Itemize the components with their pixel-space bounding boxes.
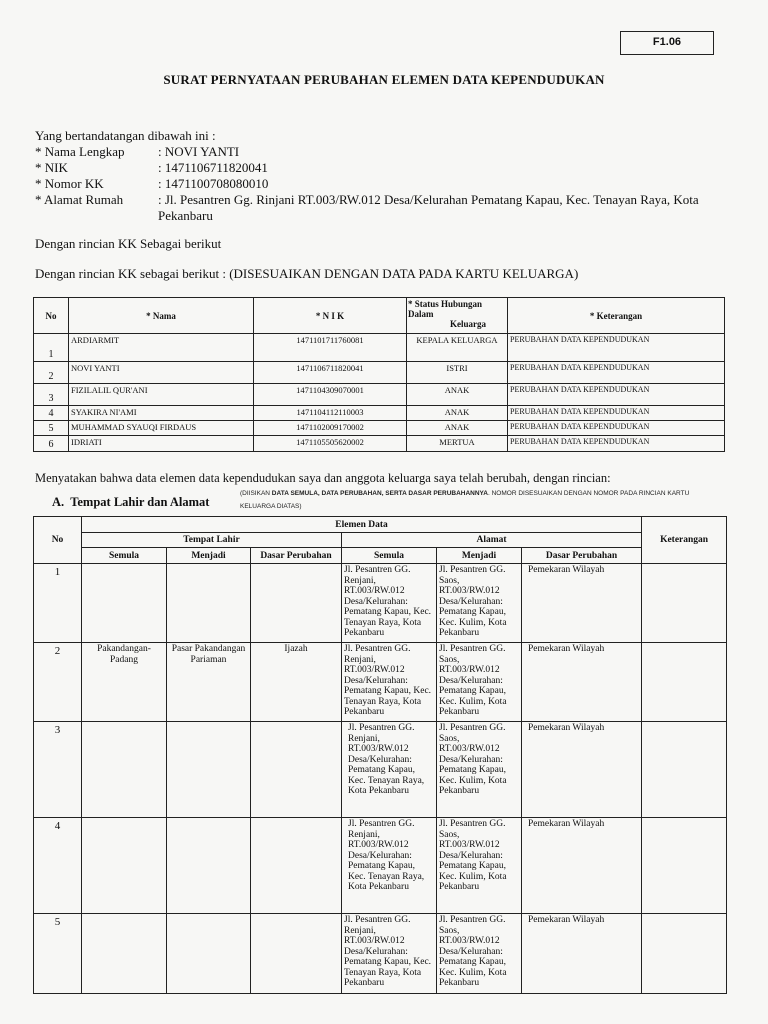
table-row <box>34 564 727 643</box>
cell-no: 4 <box>34 818 82 914</box>
table-row <box>34 818 727 914</box>
cell-al-menjadi: Jl. Pesantren GG. Saos, RT.003/RW.012 Desa/Kelurahan: Pematang Kapau, Kec. Kulim, Kota Pekanbaru <box>437 818 522 914</box>
table-row <box>34 334 725 362</box>
field-label: * Alamat Rumah <box>35 192 124 207</box>
field-value: : Jl. Pesantren Gg. Rinjani RT.003/RW.012 Desa/Kelurahan Pematang Kapau, Kec. Tenayan Raya, Kota Pekanbaru <box>158 192 699 223</box>
cell-status: ANAK <box>407 421 508 436</box>
field-value: : NOVI YANTI <box>158 144 240 159</box>
cell-al-menjadi: Jl. Pesantren GG. Saos, RT.003/RW.012 Desa/Kelurahan: Pematang Kapau, Kec. Kulim, Kota Pekanbaru <box>437 722 522 818</box>
col-header-tl-menjadi: Menjadi <box>167 548 251 564</box>
cell-nama: IDRIATI <box>69 436 254 452</box>
field-nomor-kk <box>35 176 728 192</box>
signatory-block <box>35 128 728 224</box>
form-code-box: F1.06 <box>620 31 714 55</box>
cell-tl-dasar <box>251 818 342 914</box>
statement-paragraph: Menyatakan bahwa data elemen data kependudukan saya dan anggota keluarga saya telah berubah, dengan rincian: <box>35 471 611 485</box>
col-header-no: No <box>34 298 69 334</box>
cell-keterangan: PERUBAHAN DATA KEPENDUDUKAN <box>508 421 725 436</box>
table-row <box>34 722 727 818</box>
cell-tl-dasar <box>251 564 342 643</box>
col-header-no: No <box>34 517 82 564</box>
cell-no: 3 <box>34 722 82 818</box>
intro-opening: Yang bertandatangan dibawah ini : <box>35 128 216 143</box>
cell-keterangan: PERUBAHAN DATA KEPENDUDUKAN <box>508 436 725 452</box>
cell-status: KEPALA KELUARGA <box>407 334 508 362</box>
cell-al-semula: Jl. Pesantren GG. Renjani, RT.003/RW.012 Desa/Kelurahan: Pematang Kapau, Kec. Tenayan Raya, Kota Pekanbaru <box>342 914 437 994</box>
cell-keterangan: PERUBAHAN DATA KEPENDUDUKAN <box>508 384 725 406</box>
field-label: * Nama Lengkap <box>35 144 125 159</box>
cell-keterangan: PERUBAHAN DATA KEPENDUDUKAN <box>508 406 725 421</box>
document-title: SURAT PERNYATAAN PERUBAHAN ELEMEN DATA KEPENDUDUKAN <box>163 72 605 87</box>
cell-keterangan <box>642 914 727 994</box>
field-value: : 1471106711820041 <box>158 160 268 175</box>
cell-nik: 1471101711760081 <box>254 334 407 362</box>
cell-tl-menjadi <box>167 914 251 994</box>
cell-status: MERTUA <box>407 436 508 452</box>
table-subheader-row <box>34 548 727 564</box>
cell-tl-dasar <box>251 722 342 818</box>
cell-tl-menjadi <box>167 722 251 818</box>
table-row <box>34 914 727 994</box>
table-header-row <box>34 517 727 533</box>
cell-tl-menjadi <box>167 818 251 914</box>
cell-nama: SYAKIRA NI'AMI <box>69 406 254 421</box>
cell-tl-menjadi <box>167 564 251 643</box>
cell-tl-dasar <box>251 914 342 994</box>
cell-al-dasar: Pemekaran Wilayah <box>522 722 642 818</box>
col-header-tl-semula: Semula <box>82 548 167 564</box>
col-header-elemen-data: Elemen Data <box>82 517 642 533</box>
note-suffix: . NOMOR DISESUAIKAN DENGAN NOMOR PADA RINCIAN KARTU KELUARGA DIATAS) <box>240 490 690 510</box>
cell-tl-menjadi: Pasar Pakandangan Pariaman <box>167 643 251 722</box>
cell-keterangan <box>642 564 727 643</box>
cell-no: 6 <box>34 436 69 452</box>
cell-al-semula: Jl. Pesantren GG. Renjani, RT.003/RW.012 Desa/Kelurahan: Pematang Kapau, Kec. Tenayan Raya, Kota Pekanbaru <box>342 564 437 643</box>
cell-keterangan: PERUBAHAN DATA KEPENDUDUKAN <box>508 334 725 362</box>
cell-keterangan: PERUBAHAN DATA KEPENDUDUKAN <box>508 362 725 384</box>
cell-status: ISTRI <box>407 362 508 384</box>
col-header-keterangan: * Keterangan <box>508 298 725 334</box>
table-subheader-row <box>34 533 727 548</box>
field-alamat-rumah <box>35 192 728 224</box>
cell-al-menjadi: Jl. Pesantren GG. Saos, RT.003/RW.012 Desa/Kelurahan: Pematang Kapau, Kec. Kulim, Kota Pekanbaru <box>437 564 522 643</box>
section-a-title: Tempat Lahir dan Alamat <box>70 495 210 509</box>
cell-tl-semula: Pakandangan-Padang <box>82 643 167 722</box>
cell-no: 3 <box>34 384 69 406</box>
cell-no: 5 <box>34 421 69 436</box>
status-header-line3: Keluarga <box>450 319 486 329</box>
cell-al-menjadi: Jl. Pesantren GG. Saos, RT.003/RW.012 Desa/Kelurahan: Pematang Kapau, Kec. Kulim, Kota Pekanbaru <box>437 914 522 994</box>
cell-nik: 1471106711820041 <box>254 362 407 384</box>
field-value: : 1471100708080010 <box>158 176 269 191</box>
section-a-label: A. <box>52 495 65 509</box>
table-row <box>34 421 725 436</box>
cell-tl-semula <box>82 722 167 818</box>
status-header-line2: Dalam <box>408 309 434 319</box>
family-members-table <box>33 297 725 452</box>
section-a-heading <box>52 495 209 510</box>
col-header-alamat: Alamat <box>342 533 642 548</box>
cell-keterangan <box>642 643 727 722</box>
field-label: * NIK <box>35 160 68 175</box>
col-header-tl-dasar: Dasar Perubahan <box>251 548 342 564</box>
table-row <box>34 643 727 722</box>
cell-al-dasar: Pemekaran Wilayah <box>522 643 642 722</box>
cell-al-dasar: Pemekaran Wilayah <box>522 818 642 914</box>
cell-no: 1 <box>34 564 82 643</box>
cell-al-dasar: Pemekaran Wilayah <box>522 914 642 994</box>
cell-tl-semula <box>82 564 167 643</box>
cell-status: ANAK <box>407 406 508 421</box>
col-header-nama: * Nama <box>69 298 254 334</box>
col-header-al-dasar: Dasar Perubahan <box>522 548 642 564</box>
col-header-al-menjadi: Menjadi <box>437 548 522 564</box>
cell-keterangan <box>642 818 727 914</box>
cell-no: 2 <box>34 643 82 722</box>
cell-tl-semula <box>82 818 167 914</box>
cell-nama: MUHAMMAD SYAUQI FIRDAUS <box>69 421 254 436</box>
cell-nama: NOVI YANTI <box>69 362 254 384</box>
cell-al-semula: Jl. Pesantren GG. Renjani, RT.003/RW.012 Desa/Kelurahan: Pematang Kapau, Kec. Tenayan Raya, Kota Pekanbaru <box>342 643 437 722</box>
table-row <box>34 362 725 384</box>
cell-al-semula: Jl. Pesantren GG. Renjani, RT.003/RW.012 Desa/Kelurahan: Pematang Kapau, Kec. Tenayan Raya, Kota Pekanbaru <box>342 722 437 818</box>
cell-tl-semula <box>82 914 167 994</box>
cell-nama: FIZILALIL QUR'ANI <box>69 384 254 406</box>
cell-no: 5 <box>34 914 82 994</box>
status-header-line1: * Status Hubungan <box>408 299 483 309</box>
cell-nama: ARDIARMIT <box>69 334 254 362</box>
col-header-nik: * N I K <box>254 298 407 334</box>
table-row <box>34 384 725 406</box>
kk-intro-paragraph-note: Dengan rincian KK sebagai berikut : (DISESUAIKAN DENGAN DATA PADA KARTU KELUARGA) <box>35 266 579 281</box>
cell-al-dasar: Pemekaran Wilayah <box>522 564 642 643</box>
col-header-tempat-lahir: Tempat Lahir <box>82 533 342 548</box>
field-label: * Nomor KK <box>35 176 104 191</box>
table-row <box>34 436 725 452</box>
section-a-instructions <box>240 487 720 513</box>
field-nama-lengkap <box>35 144 728 160</box>
field-nik <box>35 160 728 176</box>
cell-al-semula: Jl. Pesantren GG. Renjani, RT.003/RW.012 Desa/Kelurahan: Pematang Kapau, Kec. Tenayan Raya, Kota Pekanbaru <box>342 818 437 914</box>
cell-nik: 1471102009170002 <box>254 421 407 436</box>
cell-al-menjadi: Jl. Pesantren GG. Saos, RT.003/RW.012 Desa/Kelurahan: Pematang Kapau, Kec. Kulim, Kota Pekanbaru <box>437 643 522 722</box>
col-header-al-semula: Semula <box>342 548 437 564</box>
cell-no: 2 <box>34 362 69 384</box>
table-row <box>34 406 725 421</box>
cell-nik: 1471104112110003 <box>254 406 407 421</box>
note-bold: DATA SEMULA, DATA PERUBAHAN, SERTA DASAR PERUBAHANNYA <box>271 490 488 497</box>
cell-no: 4 <box>34 406 69 421</box>
col-header-status <box>407 298 508 334</box>
note-prefix: (DIISIKAN <box>240 490 272 497</box>
cell-keterangan <box>642 722 727 818</box>
kk-intro-paragraph: Dengan rincian KK Sebagai berikut <box>35 236 222 251</box>
element-change-table <box>33 516 727 994</box>
cell-no: 1 <box>34 334 69 362</box>
cell-tl-dasar: Ijazah <box>251 643 342 722</box>
col-header-keterangan: Keterangan <box>642 517 727 564</box>
cell-status: ANAK <box>407 384 508 406</box>
table-header-row <box>34 298 725 334</box>
cell-nik: 1471105505620002 <box>254 436 407 452</box>
cell-nik: 1471104309070001 <box>254 384 407 406</box>
